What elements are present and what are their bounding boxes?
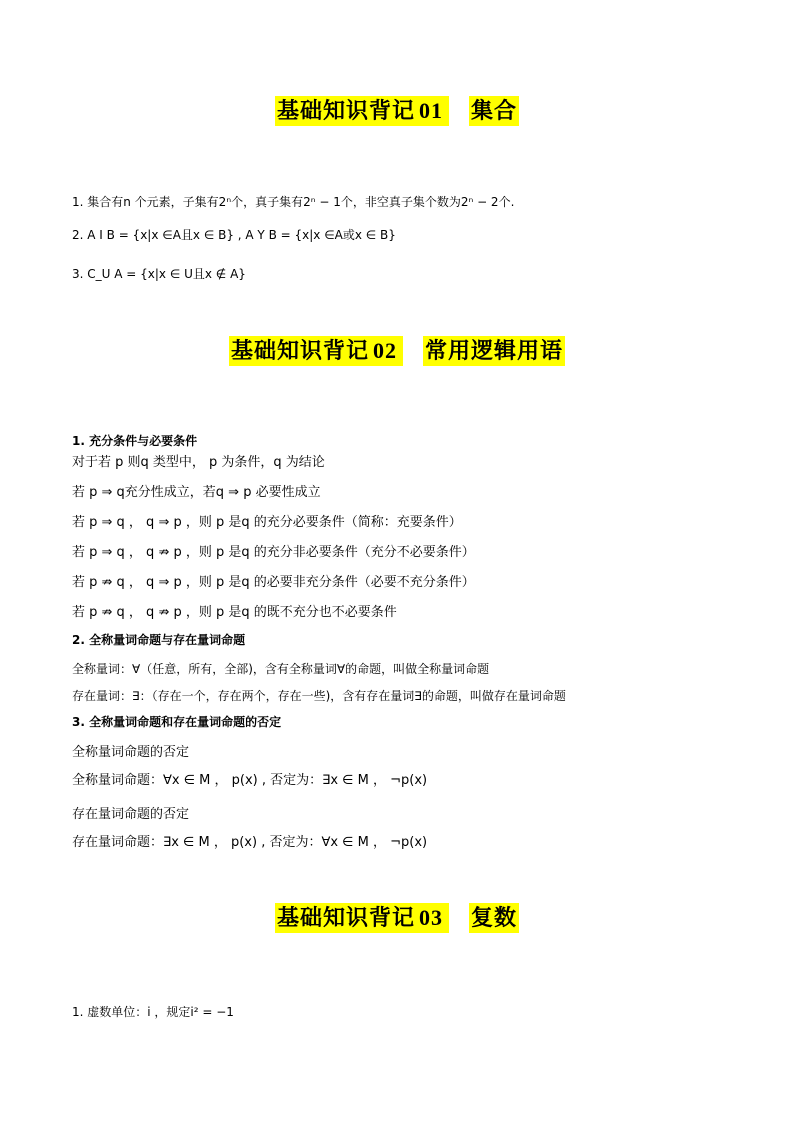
heading-title: 基础知识背记 [276,98,415,124]
heading-title: 基础知识背记 [230,338,369,364]
text-line: 存在量词命题：∃x ∈ M ， p(x) , 否定为：∀x ∈ M ， ¬p(x) [72,835,428,850]
text-line: 全称量词：∀（任意，所有，全部)，含有全称量词∀的命题，叫做全称量词命题 [72,662,490,676]
text-line: 对于若 p 则q 类型中， p 为条件，q 为结论 [72,455,325,470]
heading-name: 常用逻辑用语 [425,338,564,364]
heading-number: 03 [419,905,443,930]
section-heading-02 [0,336,794,366]
heading-name: 集合 [471,98,518,124]
section-heading-01 [0,96,794,126]
text-line: 2. A I B = {x|x ∈A且x ∈ B} , A Y B = {x|x ∈A或x ∈ B} [72,228,396,242]
text-line: 存在量词命题的否定 [72,807,190,822]
heading-number: 01 [419,98,443,123]
text-line: 若 p ⇒ q ， q ⇏ p ，则 p 是q 的充分非必要条件（充分不必要条件） [72,545,475,560]
text-line: 若 p ⇒ q ， q ⇒ p ，则 p 是q 的充分必要条件（简称：充要条件） [72,515,462,530]
subsection-title: 3. 全称量词命题和存在量词命题的否定 [72,715,282,729]
text-line: 3. C_U A = {x|x ∈ U且x ∉ A} [72,267,246,281]
text-line: 全称量词命题：∀x ∈ M ， p(x) , 否定为：∃x ∈ M ， ¬p(x) [72,773,428,788]
heading-name: 复数 [471,905,518,931]
text-line: 全称量词命题的否定 [72,745,190,760]
text-line: 若 p ⇏ q ， q ⇒ p ，则 p 是q 的必要非充分条件（必要不充分条件） [72,575,475,590]
text-line: 存在量词：∃：（存在一个，存在两个，存在一些)，含有存在量词∃的命题，叫做存在量词命题 [72,689,566,703]
text-line: 若 p ⇒ q充分性成立，若q ⇒ p 必要性成立 [72,485,321,500]
text-line: 若 p ⇏ q ， q ⇏ p ，则 p 是q 的既不充分也不必要条件 [72,605,397,620]
subsection-title: 1. 充分条件与必要条件 [72,434,198,448]
text-line: 1. 集合有n 个元素，子集有2ⁿ个，真子集有2ⁿ − 1个，非空真子集个数为2ⁿ − 2个. [72,195,515,209]
heading-number: 02 [373,338,397,363]
section-heading-03 [0,903,794,933]
heading-title: 基础知识背记 [276,905,415,931]
text-line: 1. 虚数单位：i ，规定i² = −1 [72,1005,234,1019]
subsection-title: 2. 全称量词命题与存在量词命题 [72,633,246,647]
